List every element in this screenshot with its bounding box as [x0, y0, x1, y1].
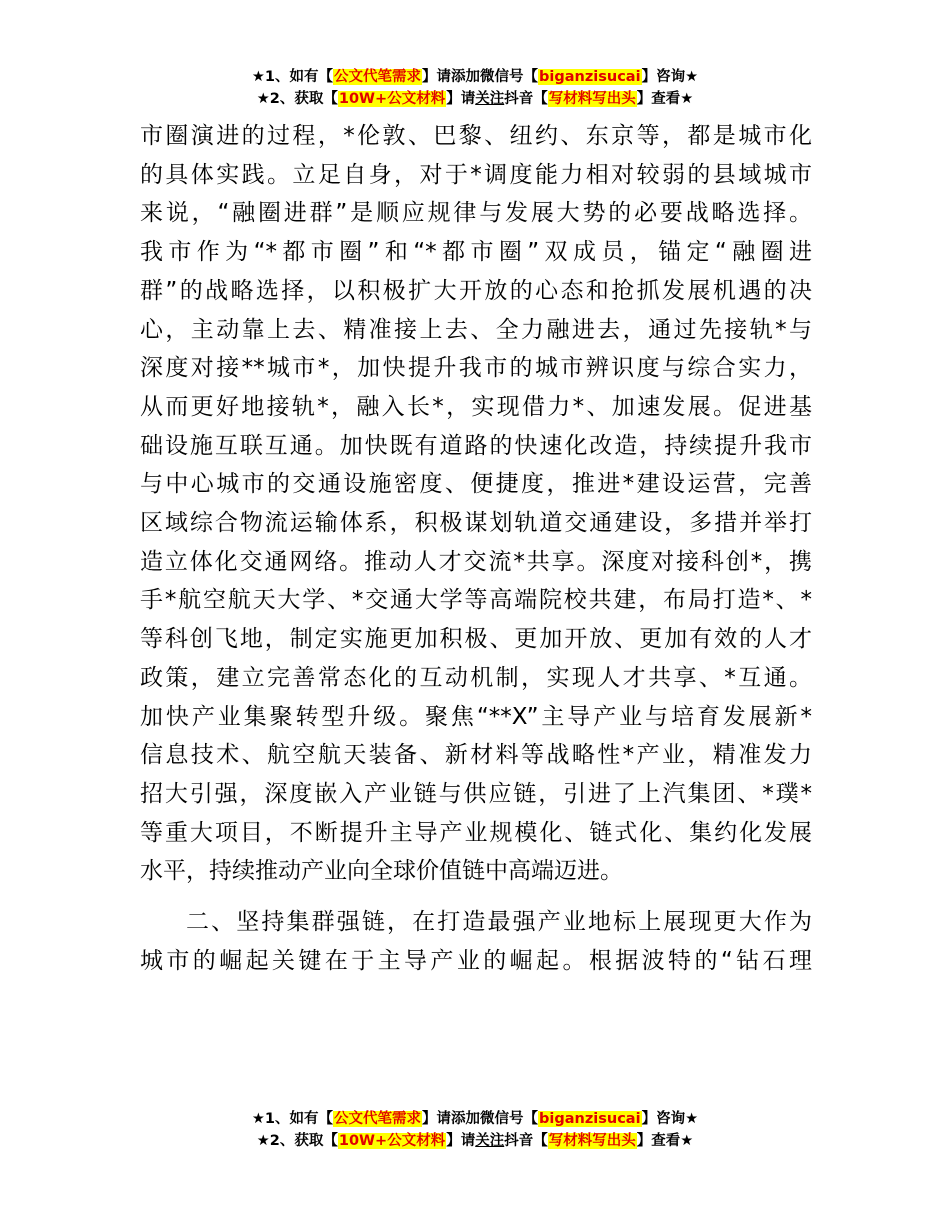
- banner-text: 】请: [446, 1133, 476, 1149]
- banner-line-1: [0, 1108, 950, 1130]
- banner-underlined-text: 关注: [475, 1133, 505, 1149]
- body-line: 础设施互联互通。加快既有道路的快速化改造，持续提升我市: [140, 432, 812, 459]
- banner-text: 】请添加微信号【: [422, 1111, 539, 1127]
- banner-highlight: 公文代笔需求: [334, 69, 422, 85]
- document-body: [140, 117, 812, 980]
- banner-text: ★2、获取【: [256, 1133, 338, 1149]
- body-line: 的具体实践。立足自身，对于*调度能力相对较弱的县域城市: [140, 161, 812, 188]
- banner-text: 】请: [446, 91, 476, 107]
- banner-line-2: [0, 88, 950, 110]
- banner-line-2: [0, 1130, 950, 1152]
- banner-text: ★2、获取【: [256, 91, 338, 107]
- footer-banner: [0, 1108, 950, 1152]
- header-banner: [0, 66, 950, 110]
- body-line: 群”的战略选择，以积极扩大开放的心态和抢抓发展机遇的决: [140, 277, 812, 304]
- banner-highlight: 10W+公文材料: [338, 1133, 446, 1149]
- body-line: 与中心城市的交通设施密度、便捷度，推进*建设运营，完善: [140, 471, 812, 498]
- banner-highlight-wechat-id: biganzisucai: [539, 69, 641, 85]
- banner-text: 】咨询★: [641, 1111, 699, 1127]
- body-line: 等重大项目，不断提升主导产业规模化、链式化、集约化发展: [140, 819, 812, 846]
- banner-text: 抖音【: [504, 91, 548, 107]
- body-line: 市圈演进的过程，*伦敦、巴黎、纽约、东京等，都是城市化: [140, 123, 812, 149]
- body-line: 来说，“融圈进群”是顺应规律与发展大势的必要战略选择。: [140, 200, 812, 227]
- body-line: 城市的崛起关键在于主导产业的崛起。根据波特的“钻石理: [140, 947, 812, 974]
- banner-highlight: 公文代笔需求: [334, 1111, 422, 1127]
- body-line: 水平，持续推动产业向全球价值链中高端迈进。: [140, 858, 623, 885]
- banner-text: 】查看★: [636, 91, 694, 107]
- body-line: 我市作为“*都市圈”和“*都市圈”双成员，锚定“融圈进: [140, 239, 812, 266]
- body-line: 等科创飞地，制定实施更加积极、更加开放、更加有效的人才: [140, 626, 812, 653]
- banner-underlined-text: 关注: [475, 91, 505, 107]
- section-heading: 二、坚持集群强链，在打造最强产业地标上展现更大作为: [186, 909, 812, 936]
- body-line: 区域综合物流运输体系，积极谋划轨道交通建设，多措并举打: [140, 510, 812, 537]
- banner-text: ★1、如有【: [251, 1111, 334, 1127]
- body-line: 手*航空航天大学、*交通大学等高端院校共建，布局打造*、*: [140, 587, 812, 614]
- banner-line-1: [0, 66, 950, 88]
- body-line: 心，主动靠上去、精准接上去、全力融进去，通过先接轨*与: [140, 316, 812, 343]
- body-line: 从而更好地接轨*，融入长*，实现借力*、加速发展。促进基: [140, 393, 812, 420]
- banner-highlight: 写材料写出头: [548, 91, 636, 107]
- banner-highlight: 10W+公文材料: [338, 91, 446, 107]
- banner-text: 】查看★: [636, 1133, 694, 1149]
- body-line: 深度对接**城市*，加快提升我市的城市辨识度与综合实力，: [140, 355, 812, 382]
- body-line: 加快产业集聚转型升级。聚焦“**X”主导产业与培育发展新*: [140, 703, 812, 730]
- body-line: 信息技术、航空航天装备、新材料等战略性*产业，精准发力: [140, 742, 812, 769]
- body-line: 招大引强，深度嵌入产业链与供应链，引进了上汽集团、*璞*: [140, 780, 812, 807]
- banner-highlight: 写材料写出头: [548, 1133, 636, 1149]
- body-line: 政策，建立完善常态化的互动机制，实现人才共享、*互通。: [140, 664, 812, 691]
- body-line: 造立体化交通网络。推动人才交流*共享。深度对接科创*，携: [140, 548, 812, 575]
- banner-text: ★1、如有【: [251, 69, 334, 85]
- banner-text: 抖音【: [504, 1133, 548, 1149]
- banner-text: 】请添加微信号【: [422, 69, 539, 85]
- banner-highlight-wechat-id: biganzisucai: [539, 1111, 641, 1127]
- banner-text: 】咨询★: [641, 69, 699, 85]
